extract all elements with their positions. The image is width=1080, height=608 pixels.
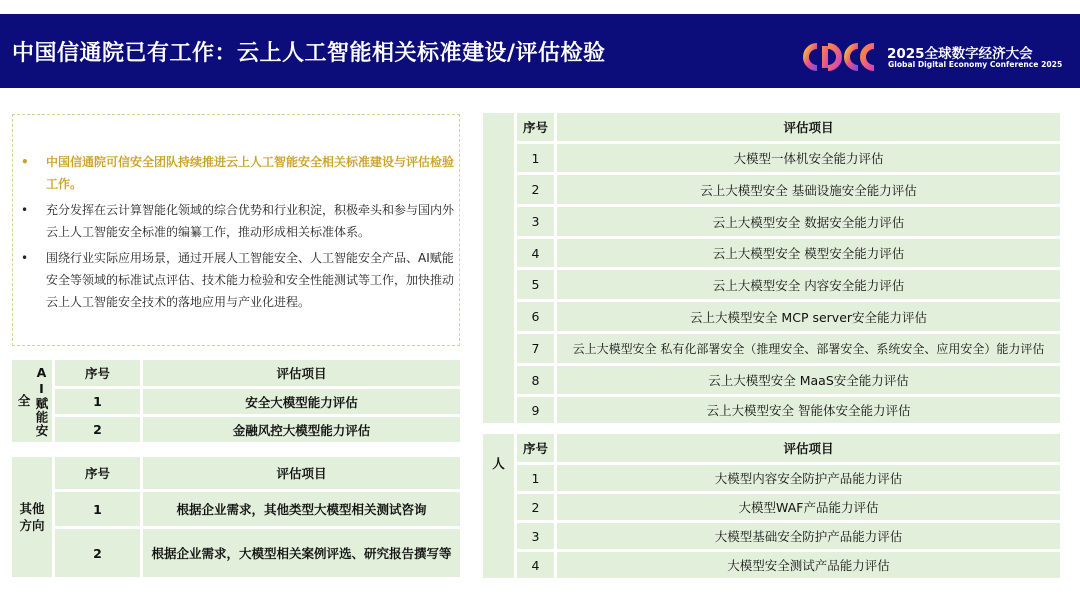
cloud-table-side-column [483, 113, 514, 423]
note-text: 充分发挥在云计算智能化领域的综合优势和行业积淀，积极牵头和参与国内外云上人工智能安全标准的编纂工作，推动形成相关标准体系。 [46, 203, 455, 239]
notes-box [12, 114, 460, 346]
table-row-no: 5 [517, 270, 554, 299]
table-row-no: 1 [55, 389, 140, 414]
table-row-no: 1 [517, 465, 554, 491]
table-row-no: 1 [55, 492, 140, 526]
conference-name-en: Global Digital Economy Conference 2025 [888, 60, 1063, 69]
table-row-item: 金融风控大模型能力评估 [143, 417, 460, 442]
table-row-no: 2 [55, 417, 140, 442]
ai-table-side-label: AI赋能安全 [12, 360, 52, 442]
table-row-item: 云上大模型安全 内容安全能力评估 [557, 270, 1060, 299]
table-row-item: 根据企业需求，大模型相关案例评选、研究报告撰写等 [143, 529, 460, 577]
table-row-no: 3 [517, 207, 554, 236]
table-row-item: 大模型安全测试产品能力评估 [557, 552, 1060, 578]
ai-table-header-item: 评估项目 [143, 360, 460, 386]
edec-logo-icon [800, 40, 880, 74]
note-text: 中国信通院可信安全团队持续推进云上人工智能安全相关标准建设与评估检验工作。 [46, 155, 455, 191]
table-row-no: 2 [517, 175, 554, 204]
ai-table-header-no: 序号 [55, 360, 140, 386]
table-row-item: 云上大模型安全 基础设施安全能力评估 [557, 175, 1060, 204]
product-table-side-label: 人 [483, 434, 514, 578]
table-row-item: 大模型内容安全防护产品能力评估 [557, 465, 1060, 491]
bullet-icon: • [21, 251, 29, 265]
table-row-no: 2 [517, 494, 554, 520]
table-row-no: 6 [517, 302, 554, 331]
table-row-item: 云上大模型安全 私有化部署安全（推理安全、部署安全、系统安全、应用安全）能力评估 [557, 334, 1060, 363]
table-row-no: 3 [517, 523, 554, 549]
table-row-item: 大模型基础安全防护产品能力评估 [557, 523, 1060, 549]
table-row-no: 1 [517, 144, 554, 172]
other-table-side-label-text: 其他方向 [19, 501, 45, 533]
table-row-item: 安全大模型能力评估 [143, 389, 460, 414]
table-row-no: 8 [517, 366, 554, 394]
table-row-item: 大模型WAF产品能力评估 [557, 494, 1060, 520]
cloud-table-header-no: 序号 [517, 113, 554, 141]
table-row-item: 云上大模型安全 MaaS安全能力评估 [557, 366, 1060, 394]
table-row-no: 4 [517, 239, 554, 267]
bullet-icon: • [21, 155, 29, 169]
table-row-no: 4 [517, 552, 554, 578]
bullet-icon: • [21, 203, 29, 217]
table-row-no: 2 [55, 529, 140, 577]
product-table-header-item: 评估项目 [557, 434, 1060, 462]
table-row-item: 根据企业需求，其他类型大模型相关测试咨询 [143, 492, 460, 526]
note-text: 围绕行业实际应用场景，通过开展人工智能安全、人工智能安全产品、AI赋能安全等领域的标准试点评估、技术能力检验和安全性能测试等工作，加快推动云上人工智能安全技术的落地应用与产业化进程。 [46, 251, 455, 309]
other-table-header-item: 评估项目 [143, 457, 460, 489]
conference-name: 2025全球数字经济大会 [887, 46, 1033, 62]
table-row-item: 云上大模型安全 数据安全能力评估 [557, 207, 1060, 236]
cloud-table-header-item: 评估项目 [557, 113, 1060, 141]
title-banner [0, 14, 1080, 88]
table-row-item: 云上大模型安全 智能体安全能力评估 [557, 397, 1060, 423]
product-table-header-no: 序号 [517, 434, 554, 462]
page-title: 中国信通院已有工作：云上人工智能相关标准建设/评估检验 [12, 41, 606, 66]
table-row-item: 大模型一体机安全能力评估 [557, 144, 1060, 172]
other-table-header-no: 序号 [55, 457, 140, 489]
table-row-item: 云上大模型安全 模型安全能力评估 [557, 239, 1060, 267]
other-table-side-label [12, 457, 52, 577]
table-row-item: 云上大模型安全 MCP server安全能力评估 [557, 302, 1060, 331]
table-row-no: 7 [517, 334, 554, 363]
table-row-no: 9 [517, 397, 554, 423]
